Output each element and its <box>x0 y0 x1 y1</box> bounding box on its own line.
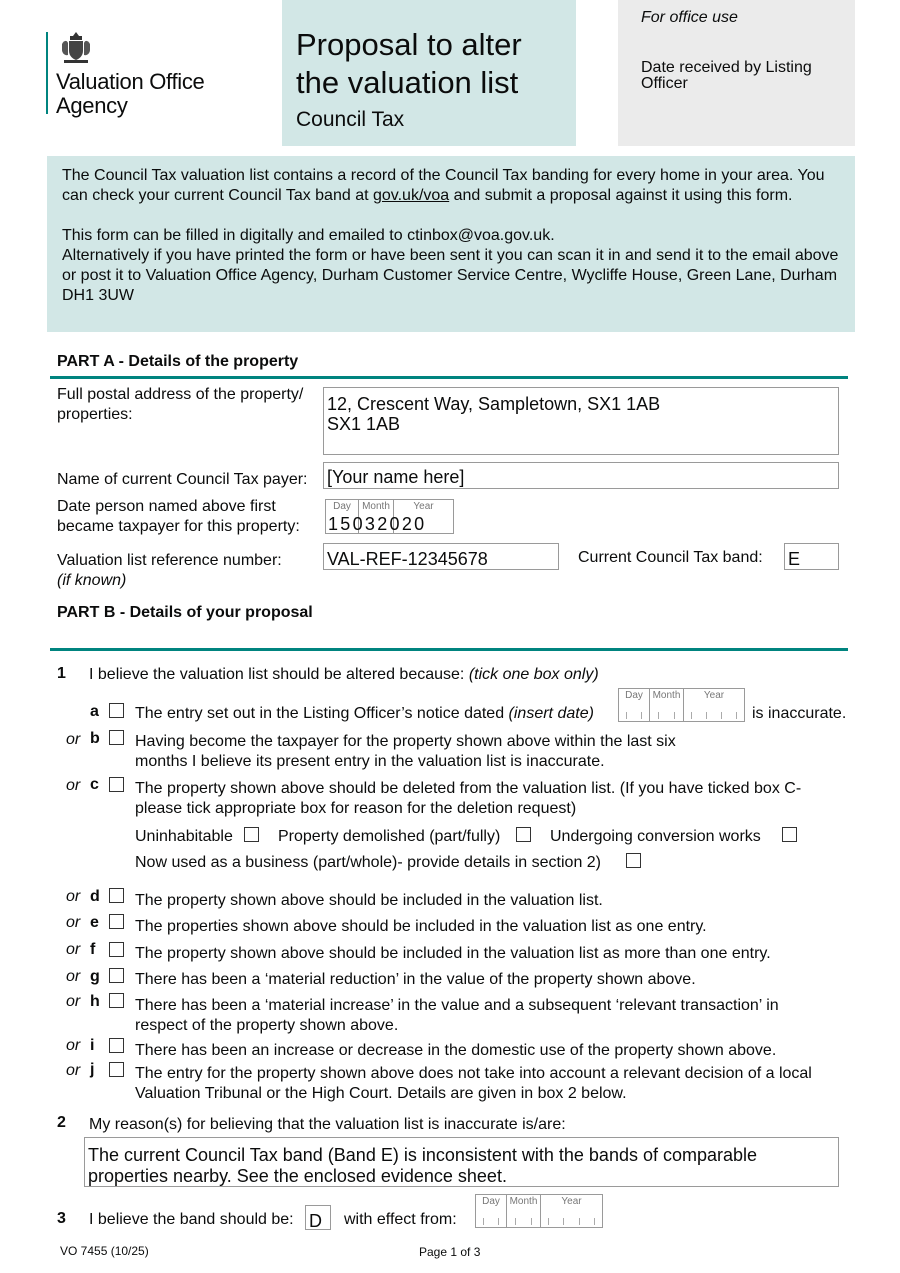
option-i-text: There has been an increase or decrease in the domestic use of the property shown above. <box>135 1042 777 1059</box>
taxpayer-label: Name of current Council Tax payer: <box>57 471 308 488</box>
address-field[interactable]: 12, Crescent Way, Sampletown, SX1 1AB SX1 1AB <box>323 387 839 455</box>
business-use-label: Now used as a business (part/whole)- provide details in section 2) <box>135 854 602 871</box>
question-1-text: I believe the valuation list should be altered because: (tick one box only) <box>89 666 599 683</box>
question-3-number: 3 <box>57 1210 66 1227</box>
or-label: or <box>66 1037 81 1054</box>
form-subtitle: Council Tax <box>296 108 405 131</box>
question-2-text: My reason(s) for believing that the valuation list is inaccurate is/are: <box>89 1116 566 1133</box>
taxpayer-date-label: Date person named above first became taxpayer for this property: <box>57 498 300 535</box>
demolished-checkbox[interactable] <box>516 827 531 842</box>
option-f-checkbox[interactable] <box>109 942 124 957</box>
part-b-rule <box>50 648 848 651</box>
notice-date-field[interactable]: Day Month Year <box>618 688 745 722</box>
option-g-letter: g <box>90 968 100 985</box>
or-label: or <box>66 777 81 794</box>
royal-crest-icon <box>56 30 96 66</box>
intro-text: The Council Tax valuation list contains a record of the Council Tax banding for every home in your area. You can check your current Council Tax band at gov.uk/voa and submit a proposal against it using this form. This form can be filled in digitally and emailed to ctinbox@voa.gov.uk. Alternatively if you have printed the form or have been sent it you can scan it in and send it to the email above or post it to Valuation Office Agency, Durham Customer Service Centre, Wycliffe House, Green Lane, Durham DH1 3UW <box>62 167 839 304</box>
option-d-letter: d <box>90 888 100 905</box>
option-a-checkbox[interactable] <box>109 703 124 718</box>
option-i-letter: i <box>90 1037 95 1054</box>
option-c-text: The property shown above should be deleted from the valuation list. (If you have ticked box C- please tick appropriate box for reason for the deletion request) <box>135 780 802 817</box>
or-label: or <box>66 1062 81 1079</box>
reference-note: (if known) <box>57 572 127 589</box>
option-a-text: The entry set out in the Listing Officer’s notice dated (insert date) <box>135 705 594 722</box>
part-b-heading: PART B - Details of your proposal <box>57 604 313 621</box>
option-b-text: Having become the taxpayer for the property shown above within the last six months I believe its present entry in the valuation list is inaccurate. <box>135 733 676 770</box>
page-number: Page 1 of 3 <box>419 1245 481 1259</box>
option-b-checkbox[interactable] <box>109 730 124 745</box>
option-j-letter: j <box>90 1061 95 1078</box>
option-j-text: The entry for the property shown above does not take into account a relevant decision of a local Valuation Tribunal or the High Court. Details are given in box 2 below. <box>135 1065 812 1102</box>
reference-number-field[interactable]: VAL-REF-12345678 <box>323 543 559 570</box>
business-use-checkbox[interactable] <box>626 853 641 868</box>
agency-name: Valuation Office Agency <box>56 69 205 118</box>
or-label: or <box>66 914 81 931</box>
option-a-letter: a <box>90 703 99 720</box>
option-h-checkbox[interactable] <box>109 993 124 1008</box>
voa-link[interactable]: gov.uk/voa <box>372 187 450 204</box>
option-h-text: There has been a ‘material increase’ in the value and a subsequent ‘relevant transaction’ in respect of the property shown above. <box>135 997 779 1034</box>
option-c-checkbox[interactable] <box>109 777 124 792</box>
part-a-rule <box>50 376 848 379</box>
effect-date-field[interactable]: Day Month Year <box>475 1194 603 1228</box>
option-f-text: The property shown above should be included in the valuation list as more than one entry. <box>135 945 771 962</box>
logo-accent-bar <box>46 32 48 114</box>
current-band-field[interactable]: E <box>784 543 839 570</box>
option-j-checkbox[interactable] <box>109 1062 124 1077</box>
uninhabitable-checkbox[interactable] <box>244 827 259 842</box>
current-band-label: Current Council Tax band: <box>578 549 763 566</box>
form-title: Proposal to alter the valuation list <box>296 27 522 100</box>
option-h-letter: h <box>90 993 100 1010</box>
demolished-label: Property demolished (part/fully) <box>278 828 501 845</box>
reasons-field[interactable]: The current Council Tax band (Band E) is inconsistent with the bands of comparable properties nearby. See the enclosed evidence sheet. <box>84 1137 839 1187</box>
date-received-label: Date received by Listing Officer <box>641 59 812 92</box>
or-label: or <box>66 731 81 748</box>
option-c-letter: c <box>90 776 99 793</box>
question-2-number: 2 <box>57 1114 66 1131</box>
form-code: VO 7455 (10/25) <box>60 1244 149 1258</box>
or-label: or <box>66 941 81 958</box>
or-label: or <box>66 888 81 905</box>
conversion-checkbox[interactable] <box>782 827 797 842</box>
or-label: or <box>66 968 81 985</box>
reference-label: Valuation list reference number: <box>57 552 282 569</box>
address-label: Full postal address of the property/ properties: <box>57 386 304 423</box>
option-f-letter: f <box>90 941 96 958</box>
part-a-heading: PART A - Details of the property <box>57 353 299 370</box>
taxpayer-name-field[interactable]: [Your name here] <box>323 462 839 489</box>
uninhabitable-label: Uninhabitable <box>135 828 233 845</box>
taxpayer-date-field[interactable]: Day Month Year <box>325 499 454 534</box>
or-label: or <box>66 993 81 1010</box>
option-i-checkbox[interactable] <box>109 1038 124 1053</box>
question-1-number: 1 <box>57 665 66 682</box>
option-e-checkbox[interactable] <box>109 914 124 929</box>
question-3-text: I believe the band should be: <box>89 1211 294 1228</box>
option-e-text: The properties shown above should be included in the valuation list as one entry. <box>135 918 707 935</box>
option-a-text-end: is inaccurate. <box>752 705 847 722</box>
option-b-letter: b <box>90 730 100 747</box>
option-e-letter: e <box>90 914 99 931</box>
conversion-label: Undergoing conversion works <box>550 828 761 845</box>
office-use-label: For office use <box>641 9 738 26</box>
proposed-band-field[interactable]: D <box>305 1205 331 1230</box>
option-g-checkbox[interactable] <box>109 968 124 983</box>
option-d-checkbox[interactable] <box>109 888 124 903</box>
taxpayer-date-value: 15032020 <box>328 514 427 534</box>
option-d-text: The property shown above should be included in the valuation list. <box>135 892 603 909</box>
option-g-text: There has been a ‘material reduction’ in the value of the property shown above. <box>135 971 696 988</box>
effect-from-label: with effect from: <box>344 1211 457 1228</box>
